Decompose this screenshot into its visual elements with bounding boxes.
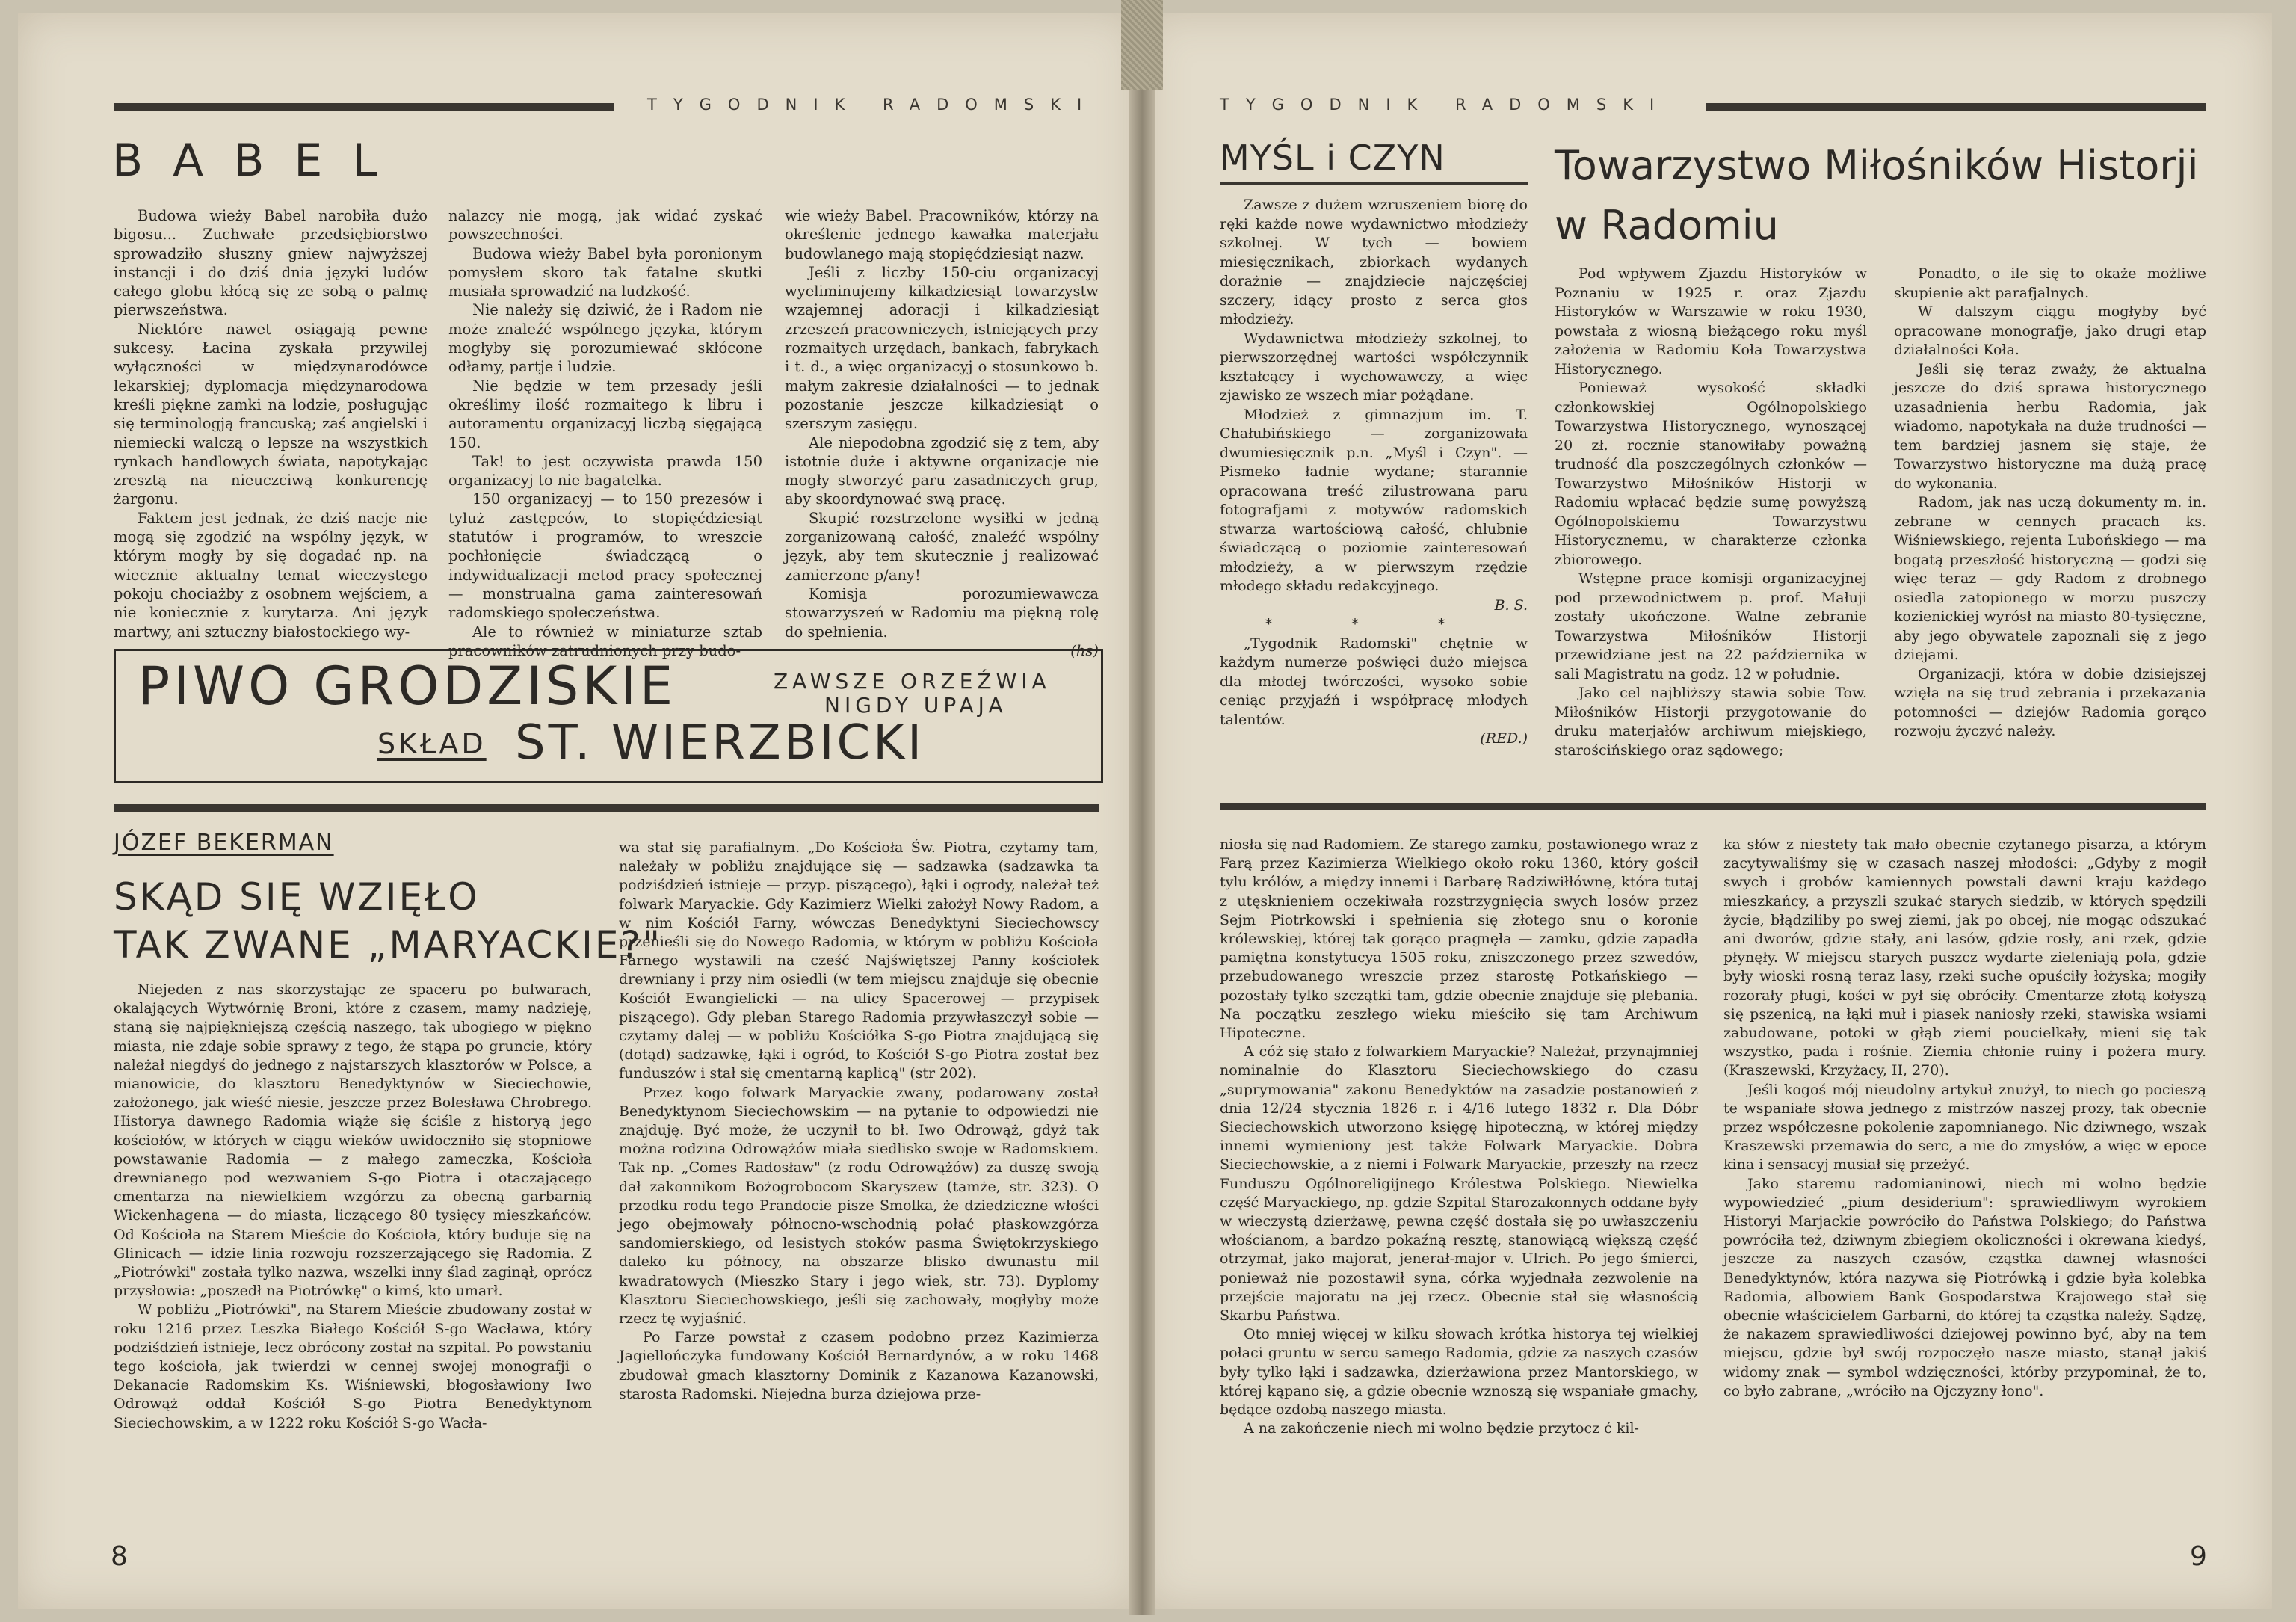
ad-slogan-line-1: ZAWSZE ORZEŹWIA: [774, 669, 1051, 694]
babel-c3-p5: Komisja porozumiewawcza stowarzyszeń w Radomiu ma piękną rolę do spełnienia.: [785, 585, 1099, 641]
maryackie-column-1: [114, 981, 592, 1433]
tow-c1-p1: Pod wpływem Zjazdu Historyków w Poznaniu w 1925 r. oraz Zjazdu Historyków w Warszawie w roku 1930, powstała z wiosną bieżącego roku myśl założenia w Radomiu Koła Towarzystwa Historycznego.: [1555, 265, 1867, 377]
babel-c2-p5: Tak! to jest oczywista prawda 150 organizacyj to nie bagatelka.: [448, 452, 762, 490]
maryackie-column-2: [619, 839, 1099, 1404]
article-author: JÓZEF BEKERMAN: [114, 830, 334, 856]
babel-c1-p3: Faktem jest jednak, że dziś nacje nie mogą się zgodzić na wspólny język, w którym mogły by się dogadać np. na wiecznie aktualny temat wieczystego pokoju chociażby z osobnem wejściem, a nie koniecznie z kurytarza. Ani język martwy, ani sztuczny białostockiego wy-: [114, 509, 428, 641]
ad-slogan-line-2: NIGDY UPAJA: [824, 693, 1007, 718]
towarzystwo-column-2: [1894, 265, 2206, 741]
ad-brand: PIWO GRODZISKIE: [138, 656, 677, 717]
maryackie-headline-line-1: SKĄD SIĘ WZIĘŁO: [114, 875, 480, 919]
babel-c2-p6: 150 organizacyj — to 150 prezesów i tyluż zastępców, to stopięćdziesiąt statutów i programów, to wreszcie pochłonięcie świadczącą o indywidualizacji metod pracy społecznej — monstrualna gama zainteresowań radomskiego społeczeństwa.: [448, 490, 762, 622]
mysl-signature: B. S.: [1494, 596, 1528, 614]
tow-c1-p4: Jako cel najbliższy stawia sobie Tow. Miłośników Historji przygotowanie do druku materjałów archiwum miejskiego, starościńskiego oraz sądowego;: [1555, 685, 1867, 759]
mysl-p3: Młodzież z gimnazjum im. T. Chałubińskiego — zorganizowała dwumiesięcznik p.n. „Myśl i Czyn". — Pismeko ładnie wydane; starannie opracowana treść zilustrowana paru fotografjami z motywów radomskich stwarza wartościową całość, chlubnie świadczącą o poziomie zainteresowań młodzieży, a w pierwszym rzędzie młodego składu redakcyjnego.: [1220, 406, 1528, 594]
towarzystwo-headline: [1555, 136, 2199, 256]
babel-c2-p4: Nie będzie w tem przesady jeśli określimy ilość rozmaitego k libru i autoramentu organizacyj liczbą sięgającą 150.: [448, 377, 762, 451]
mysl-separator: * * *: [1265, 616, 1483, 632]
towarzystwo-headline-line-1: Towarzystwo Miłośników Historji: [1555, 142, 2199, 189]
mysl-note: „Tygodnik Radomski" chętnie w każdym numerze poświęci dużo miejsca dla młodej twórczości, wysoko sobie ceniąc przyjaźń i współpracę młodych talentów.: [1220, 635, 1528, 728]
towarzystwo-column-1: [1555, 265, 1867, 760]
babel-c2-p1: nalazcy nie mogą, jak widać zyskać powszechności.: [448, 207, 762, 244]
tow-c2-p4: Radom, jak nas uczą dokumenty m. in. zebrane w cennych pracach ks. Wiśniewskiego, rejenta Lubońskiego — ma bogatą przeszłość historyczną — godzi się więc teraz — gdy Radom z drobnego osiedla zatopionego w morzu puszczy kozienickiej wyrósł na miasto 80-tysięczne, aby jego obywatele zapoznali się z jego dziejami.: [1894, 494, 2206, 663]
right-page-number: 9: [2190, 1541, 2207, 1572]
tow-c2-p1: Ponadto, o ile się to okaże możliwe skupienie akt parafjalnych.: [1894, 265, 2206, 301]
babel-column-1: [114, 206, 428, 641]
maryackie-headline-line-2: TAK ZWANE „MARYACKIE?": [114, 923, 662, 966]
babel-c3-p4: Skupić rozstrzelone wysiłki w jedną zorganizowaną całość, znaleźć wspólny język, aby tem skutecznie j realizować zamierzone p/any!: [785, 509, 1099, 584]
babel-column-2: [448, 206, 762, 660]
left-mid-rule: [114, 804, 1099, 812]
tow-c2-p3: Jeśli się teraz zważy, że aktualna jeszcze do dziś sprawa historycznego uzasadnienia herbu Radomia, jak wiadomo, napotykała na duże trudności — tem bardziej jasnem się staje, że Towarzystwo historyczne ma dużą pracę do wykonania.: [1894, 360, 2206, 492]
towarzystwo-headline-line-2: w Radomiu: [1555, 202, 1779, 249]
maryackie-headline: [114, 873, 662, 969]
maryackie-c2-p1: wa stał się parafialnym. „Do Kościoła Św. Piotra, czytamy tam, należały w pobliżu znajdujące się — sadzawka (sadzawka ta podziśdzień istnieje — przyp. piszącego), łąki i ogrody, należał też folwark Maryackie. Gdy Kazimierz Wielki założył Nowy Radom, a w nim Kościół Farny, wówczas Benedyktyni Sieciechowscy przenieśli się do Nowego Radomia, w którym w pobliżu Kościoła Farnego wystawili na cześć Najświętszej Panny kościołek drewniany i przy nim osiedli (w tem miejscu znajduje się obecnie Kościół Ewangielicki — na ulicy Spacerowej — przypisek piszącego). Gdy pleban Starego Radomia przywłaszczył sobie — czytamy dalej — w pobliżu Kościółka S-go Piotra znajdującą się (dotąd) sadzawkę, łąki i ogród, to Kościół S-go Piotra został bez funduszów i stał się cmentarną kaplicą" (str 202).: [619, 839, 1099, 1082]
mysl-column: [1220, 196, 1528, 749]
babel-column-3: [785, 206, 1099, 660]
maryackie-c2-p2: Przez kogo folwark Maryackie zwany, podarowany został Benedyktynom Sieciechowskim — na pytanie to odpowiedzi nie znajduję. Być może, że uczynił to bł. Iwo Odrowąż, gdyż tak można rodzina Odrowążów miała siedlisko swoje w Radomskiem. Tak np. „Comes Radosław" (z rodu Odrowążów) za duszę swoją dał zakonnikom Bożogrobocom Skaryszew (tamże, str. 323). O przodku rodu tego Prandocie pisze Smolka, że dziedziczne włości jego obejmowały północno-wschodnią połać płaskowzgórza sandomierskiego, od lesistych stoków pasma Świętokrzyskiego daleko ku północy, na obszarze blisko dwunastu mil kwadratowych (Mieszko Stary i jego wiek, str. 73). Dyplomy Klasztoru Sieciechowskiego, jeśli się zachowały, mogłyby może rzecz tę wyjaśnić.: [619, 1084, 1099, 1327]
mysl-headline: MYŚL i CZYN: [1220, 138, 1445, 178]
babel-c1-p1: Budowa wieży Babel narobiła dużo bigosu... Zuchwałe przedsiębiorstwo sprowadziło słuszny gniew najwyższej instancji i do dziś dnia języki ludów całego globu kłócą się ze sobą o palmę pierwszeństwa.: [114, 207, 428, 319]
tow-c1-p3: Wstępne prace komisji organizacyjnej pod przewodnictwem p. prof. Małuji zostały ukończone. Walne zebranie Towarzystwa Miłośników Historji przewidziane jest na 22 października w sali Magistratu na godz. 12 w południe.: [1555, 570, 1867, 682]
mysl-note-signature: (RED.): [1480, 730, 1528, 747]
maryackie-cont-c1-p1: niosła się nad Radomiem. Ze starego zamku, postawionego wraz z Farą przez Kazimierza Wielkiego około roku 1360, który gościł tylu królów, a między innemi i Barbarę Radziwiłłównę, która tutaj z utęsknieniem oczekiwała rozstrzygnięcia swych losów przez Sejm Piotrkowski i spełnienia się złotego snu o koronie królewskiej, której tak gorąco pragnęła — zamku, gdzie zapadła pamiętna konstytucya 1505 roku, zniszczonego przez szwedów, przebudowanego wreszcie przez starostę Potkańskiego — pozostały tylko szczątki tam, gdzie obecnie znajduje się plebania. Na początku zeszłego wieku mieściło się tam Archiwum Hipoteczne.: [1220, 836, 1698, 1042]
tow-c2-p5: Organizacji, która w dobie dzisiejszej wzięła na się trud zebrania i przekazania potomności — dziejów Radomia gorąco rozwoju życzyć należy.: [1894, 665, 2206, 739]
maryackie-cont-c1-p4: A na zakończenie niech mi wolno będzie przytocz ć kil-: [1244, 1420, 1639, 1437]
maryackie-cont-column-2: [1723, 836, 2206, 1401]
mysl-headline-rule: [1220, 182, 1528, 185]
maryackie-c1-p1: Niejeden z nas skorzystając ze spaceru po bulwarach, okalających Wytwórnię Broni, które z czasem, mamy nadzieję, staną się najpiękniejszą częścią naszego, tak ubogiego w piękno miasta, nie zdaje sobie sprawy z tego, że stąpa po gruncie, który należał niegdyś do jednego z najstarszych klasztorów w Polsce, a mianowicie, do klasztoru Benedyktynów w Sieciechowie, założonego, jak wieść niesie, jeszcze przez Bolesława Chrobrego. Historya dawnego Radomia wiąże się ściśle z historyą jego kościołów, w których w ciągu wieków uwidoczniło się stopniowe powstawanie Radomia — z małego zameczka, Kościoła drewnianego pod wezwaniem S-go Piotra i otaczającego cmentarza na niewielkiem wzgórzu za obecną garbarnią Wickenhagena — do miasta, liczącego 80 tysięcy mieszkańców. Od Kościoła na Starem Mieście do Kościoła, który buduje się na Glinicach — idzie linia rozwoju rozszerzającego się Radomia. Z „Piotrówki" została tylko nazwa, wszelki inny ślad zaginął, oprócz przysłowia: „poszedł na Piotrówkę" o kimś, kto umarł.: [114, 981, 592, 1300]
maryackie-cont-c2-p3: Jako staremu radomianinowi, niech mi wolno będzie wypowiedzieć „pium desiderium": sprawiedliwym wyrokiem Historyi Marjackie powróciło do Państwa Polskiego; do Państwa powróciła też, dziwnym zbiegiem okoliczności i okrewana kiedyś, jeszcze za naszych czasów, cząstka dawnej własności Benedyktynów, która nazywa się Piotrówką i gdzie była kolebka Radomia, albowiem Bank Gospodarstwa Krajowego stał się obecnie właścicielem Garbarni, do której ta cząstka należy. Sądzę, że nakazem sprawiedliwości dziejowej powinno być, aby na tem miejscu, gdzie był swój rozpoczęło nasze miasto, stanął jakiś widomy znak — symbol wdzięczności, którby przypominał, że to, co było zabrane, „wróciło na Ojczyzny łono".: [1723, 1175, 2206, 1399]
right-mid-rule: [1220, 803, 2206, 810]
maryackie-cont-c2-p2: Jeśli kogoś mój nieudolny artykuł znużył, to niech go pocieszą te wspaniałe słowa jednego z mistrzów naszej prozy, tak obecnie przez współczesne pokolenie zapomnianego. Nic dziwnego, wszak Kraszewski przemawia do serc, a nie do zmysłów, a więc w epoce kina i sensacyj musiał się przeżyć.: [1723, 1081, 2206, 1174]
maryackie-c1-p2: W pobliżu „Piotrówki", na Starem Mieście zbudowany został w roku 1216 przez Leszka Białego Kościół S-go Wacława, który podziśdzień istnieje, lecz obrócony został na szpital. Po powstaniu tego kościoła, jak twierdzi w cennej swojej monografji o Dekanacie Radomskim Ks. Wiśniewski, błogosławiony Iwo Odrowąż oddał Kościół S-go Piotra Benedyktynom Sieciechowskim, a w 1222 roku Kościół S-go Wacła-: [114, 1301, 592, 1431]
babel-title: BABEL: [112, 135, 407, 187]
mysl-p2: Wydawnictwa młodzieży szkolnej, to pierwszorzędnej wartości współczynnik kształcący i wychowawczy, a więc zjawisko ze wszech miar pożądane.: [1220, 330, 1528, 404]
ad-sklad: SKŁAD: [377, 727, 487, 760]
mysl-p1: Zawsze z dużem wzruszeniem biorę do ręki każde nowe wydawnictwo młodzieży szkolnej. W tych — bowiem miesięcznikach, zbiorkach wydanych dorażnie — znajdziecie najczęściej szczery, idący prosto z serca głos młodzieży.: [1220, 197, 1528, 327]
babel-c3-p1: wie wieży Babel. Pracowników, którzy na określenie jednego kawałka materjału budowlanego mają stopięćdziesiąt nazw.: [785, 207, 1099, 262]
right-running-head: TYGODNIK RADOMSKI: [1220, 96, 1671, 114]
tow-c1-p2: Ponieważ wysokość składki członkowskiej Ogólnopolskiego Towarzystwa Historycznego, wynoszącej 20 zł. rocznie stanowiłaby poważną trudność dla poszczególnych członków — Towarzystwo Miłośników Historji w Radomiu wpłacać będzie sumę powyższą Ogólnopolskiemu Towarzystwu Historycznemu, w charakterze członka zbiorowego.: [1555, 380, 1867, 568]
left-running-head: TYGODNIK RADOMSKI: [647, 96, 1099, 114]
babel-c3-p3: Ale niepodobna zgodzić się z tem, aby istotnie duże i aktywne organizacje nie mogły stworzyć paru zasadniczych grup, aby skoordynować swą pracę.: [785, 434, 1099, 508]
maryackie-cont-c1-p3: Oto mniej więcej w kilku słowach krótka historya tej wielkiej połaci gruntu w sercu samego Radomia, gdzie za naszych czasów były tylko łąki i sadzawka, dzierżawiona przez Mantorskiego, w której kąpano się, a gdzie obecnie wznoszą się wspaniałe gmachy, będące ozdobą naszego miasta.: [1220, 1326, 1698, 1419]
babel-c2-p7: Ale to również w miniaturze sztab pracowników zatrudnionych przy budo-: [448, 623, 762, 659]
maryackie-cont-c1-p2: A cóż się stało z folwarkiem Maryackie? Należał, przynajmniej nominalnie do Klasztoru Sieciechowskiego do czasu „suprymowania" zakonu Benedyktów na zasadzie postanowień z dnia 12/24 stycznia 1826 r. i 4/16 lutego 1832 r. Dla Dóbr Sieciechowskich utworzono księgę hipoteczną, w której między innemi wymieniony jest także Folwark Maryackie. Dobra Sieciechowskie, a z niemi i Folwark Maryackie, przeszły na rzecz Funduszu Ogólnoreligijnego Królestwa Polskiego. Niewielka część Maryackiego, np. gdzie Szpital Starozakonnych oddane były w wieczystą dzierżawę, pewna część dostała się po uwłaszczeniu włościanom, a bardzo pokaźną resztę, stanowiącą większą część otrzymał, jako majorat, jenerał-major v. Ulrich. Po jego śmierci, ponieważ nie pozostawił syna, córka wyjednała zezwolenie na przejście majoratu na jej rzecz. Obecnie stał się własnością Skarbu Państwa.: [1220, 1043, 1698, 1325]
babel-c1-p2: Niektóre nawet osiągają pewne sukcesy. Łacina zyskała przywilej wyłączności w międzynarodówce lekarskiej; dyplomacja międzynarodowa kreśli piękne zamki na lodzie, posługując się terminologją francuską; zaś angielski i niemiecki walczą o lepsze na wszystkich rynkach handlowych świata, napotykając zresztą na nieuczciwą konkurencję żargonu.: [114, 320, 428, 508]
babel-c2-p3: Nie należy się dziwić, że i Radom nie może znaleźć wspólnego języka, którym mogłyby się porozumiewać skłócone odłamy, partje i ludzie.: [448, 301, 762, 376]
beer-advertisement: [114, 649, 1103, 783]
babel-c2-p2: Budowa wieży Babel była poronionym pomysłem skoro tak fatalne skutki musiała sprowadzić na ludzkość.: [448, 244, 762, 300]
binding-gutter: [1129, 7, 1155, 1615]
babel-c3-p2: Jeśli z liczby 150-ciu organizacyj wyeliminujemy kilkadziesiąt towarzystw wzajemnej adoracji i kilkadziesiąt zrzeszeń pracowniczych, istniejących przy rozmaitych urzędach, bankach, fabrykach i t. d., a więc organizacyj o stosunkowo b. małym zakresie działalności — to jednak pozostanie jeszcze kilkadziesiąt o szerszym zasięgu.: [785, 263, 1099, 433]
tow-c2-p2: W dalszym ciągu mogłyby być opracowane monografje, jako drugi etap działalności Koła.: [1894, 303, 2206, 358]
maryackie-c2-p3: Po Farze powstał z czasem podobno przez Kazimierza Jagiellończyka fundowany Kościół Bernardynów, a w roku 1468 zbudował gmach klasztorny Dominik z Kazanowa Kazanowski, starosta Radomski. Niejedna burza dziejowa prze-: [619, 1329, 1099, 1402]
left-header-rule: [114, 103, 614, 111]
babel-signature: (hs): [1070, 641, 1099, 659]
left-page-number: 8: [111, 1541, 128, 1572]
maryackie-cont-column-1: [1220, 836, 1698, 1439]
binding-tape: [1121, 0, 1163, 90]
ad-seller: ST. WIERZBICKI: [515, 715, 925, 771]
right-header-rule: [1706, 103, 2206, 111]
maryackie-cont-c2-p1: ka słów z niestety tak mało obecnie czytanego pisarza, a którym zacytywaliśmy się w czasach naszej młodości: „Gdyby z mogił swych i grobów kamiennych powstali dawni kraju każdego mieszkańcy, a przyszli szukać starych siedzib, w których spędzili życie, błądziliby po swej ziemi, jak po obcej, nie mogąc odszukać ani dworów, gdzie stały, ani lasów, gdzie rosły, ani rzek, gdzie płynęły. W miejscu starych puszcz wydarte zieleniają pola, gdzie były wioski rosną teraz lasy, rzeki suche opuściły łożyska; mogiły rozorały pługi, kości w pył się obróciły. Cmentarze złotą kołyszą się pszenicą, na łąki muł i piasek naniosły rzeki, stawiska wsiami zabudowane, potoki w głąb ziemi poucielkały, mieni się tak wszystko, pada i rośnie. Ziemia chłonie ruiny i pożera mury. (Kraszewski, Krzyżacy, II, 270).: [1723, 836, 2206, 1079]
